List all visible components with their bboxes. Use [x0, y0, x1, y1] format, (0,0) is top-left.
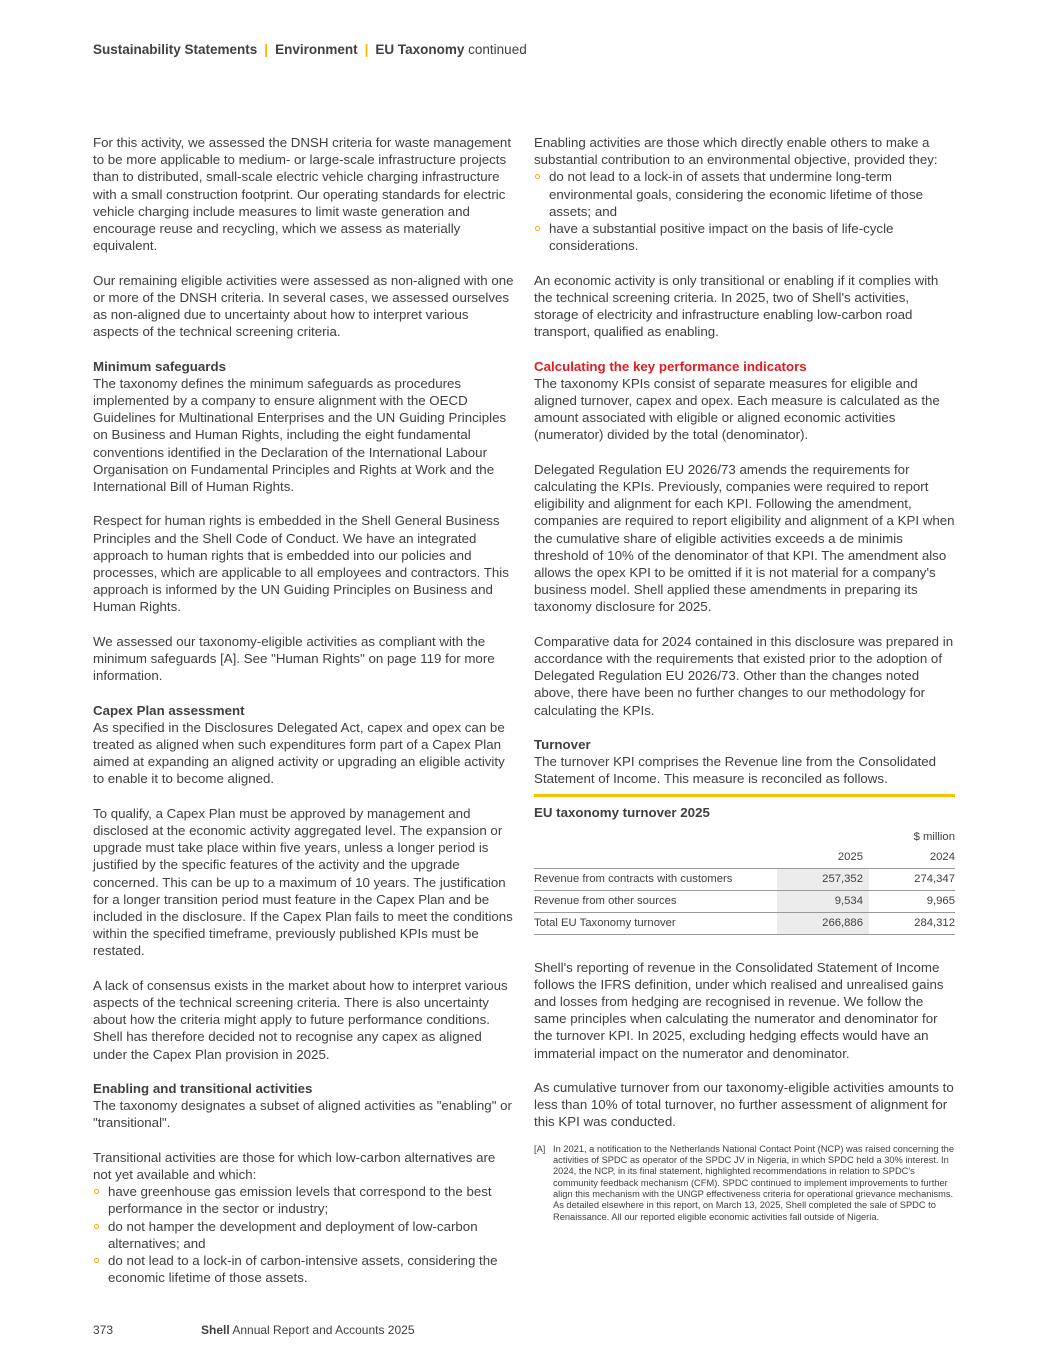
- right-column: [534, 134, 955, 1223]
- cell-2024: 9,965: [869, 890, 955, 912]
- paragraph: Comparative data for 2024 contained in this disclosure was prepared in accordance with the requirements that existed prior to the adoption of Delegated Regulation EU 2026/73. Other than the changes noted above, there have been no further changes to our methodology for calculating the KPIs.: [534, 633, 954, 718]
- column-header-2024: 2024: [929, 851, 955, 864]
- paragraph: To qualify, a Capex Plan must be approved by management and disclosed at the economic activity aggregated level. The expansion or upgrade must take place within five years, unless a longer period is justified by the specific features of the activity and the upgrade concerned. This can be up to a maximum of 10 years. The justification for a longer transition period must feature in the Capex Plan and be included in the disclosure. If the Capex Plan fails to meet the conditions within the specified timeframe, previously published KPIs must be restated.: [93, 805, 513, 959]
- paragraph: Enabling activities are those which directly enable others to make a substantial contribution to an environmental objective, provided they:: [534, 135, 938, 168]
- paragraph: Transitional activities are those for which low-carbon alternatives are not yet available and which:: [93, 1149, 496, 1183]
- paragraph: An economic activity is only transitional or enabling if it complies with the technical screening criteria. In 2025, two of Shell's activities, storage of electricity and infrastructure enabling low-carbon road transport, qualified as enabling.: [534, 272, 939, 340]
- footer-title: Annual Report and Accounts 2025: [232, 1323, 415, 1337]
- table-row: [534, 890, 955, 912]
- row-label: Total EU Taxonomy turnover: [534, 912, 777, 934]
- list-item: have a substantial positive impact on the basis of life-cycle considerations.: [534, 220, 955, 254]
- list-item: do not lead to a lock-in of carbon-intensive assets, considering the economic lifetime of those assets.: [93, 1252, 515, 1286]
- table-unit: $ million: [913, 831, 955, 844]
- paragraph: The taxonomy KPIs consist of separate measures for eligible and aligned turnover, capex and opex. Each measure is calculated as the amount associated with eligible or aligned economic activities (numerator) divided by the total (denominator).: [534, 375, 940, 443]
- breadcrumb-continued: continued: [468, 42, 527, 57]
- paragraph: The turnover KPI comprises the Revenue line from the Consolidated Statement of Income. This measure is reconciled as follows.: [534, 754, 937, 787]
- paragraph: Shell's reporting of revenue in the Consolidated Statement of Income follows the IFRS definition, under which realised and unrealised gains and losses from hedging are recognised in revenue. We follow the same principles when calculating the numerator and denominator for the turnover KPI. In 2025, excluding hedging effects would have an immaterial impact on the numerator and denominator.: [534, 959, 944, 1061]
- bullet-icon: [94, 1189, 99, 1194]
- turnover-table: [534, 828, 955, 935]
- table-header-row: [534, 848, 955, 869]
- section-heading-turnover: Turnover: [534, 737, 591, 753]
- paragraph: Our remaining eligible activities were assessed as non-aligned with one or more of the DNSH criteria. In several cases, we assessed ourselves as non-aligned due to uncertainty about how to interpret various aspects of the technical screening criteria.: [93, 272, 514, 340]
- paragraph: As cumulative turnover from our taxonomy-eligible activities amounts to less than 10% of total turnover, no further assessment of alignment for this KPI was conducted.: [534, 1080, 954, 1130]
- table-row: [534, 912, 955, 934]
- page-number: 373: [93, 1323, 114, 1337]
- paragraph: Delegated Regulation EU 2026/73 amends the requirements for calculating the KPIs. Previously, companies were required to report eligibility and alignment for each KPI. Following the amendment, companies are required to report eligibility and alignment of a KPI when the cumulative share of eligible activities exceeds a de minimis threshold of 10% of the denominator of that KPI. The amendment also allows the opex KPI to be omitted if it is not material for a company's business model. Shell applied these amendments in preparing its taxonomy disclosure for 2025.: [534, 461, 955, 615]
- turnover-table-block: [534, 794, 955, 935]
- section-heading-kpis: Calculating the key performance indicators: [534, 358, 807, 374]
- breadcrumb-separator: |: [264, 42, 269, 57]
- section-heading-minimum-safeguards: Minimum safeguards: [93, 358, 226, 374]
- cell-2024: 274,347: [869, 868, 955, 890]
- footer-brand: Shell: [201, 1323, 230, 1337]
- breadcrumb-sustainability: Sustainability Statements: [93, 42, 258, 57]
- footnote-mark: [A]: [534, 1143, 546, 1154]
- table-unit-row: [534, 828, 955, 848]
- breadcrumb-separator: |: [364, 42, 369, 57]
- breadcrumb-environment: Environment: [275, 42, 358, 57]
- paragraph: The taxonomy defines the minimum safeguards as procedures implemented by a company to ensure alignment with the OECD Guidelines for Multinational Enterprises and the UN Guiding Principles on Business and Human Rights, including the eight fundamental conventions identified in the Declaration of the International Labour Organisation on Fundamental Principles and Rights at Work and the International Bill of Human Rights.: [93, 375, 507, 495]
- paragraph: Respect for human rights is embedded in the Shell General Business Principles and the Shell Code of Conduct. We have an integrated approach to human rights that is embedded into our policies and processes, which are applicable to all employees and contractors. This approach is informed by the UN Guiding Principles on Business and Human Rights.: [93, 513, 509, 615]
- paragraph: For this activity, we assessed the DNSH criteria for waste management to be more applicable to medium- or large-scale infrastructure projects than to distributed, small-scale electric vehicle charging infrastructure with a small construction footprint. Our operating standards for electric vehicle charging include measures to limit waste generation and encourage reuse and recycling, which we assess as materially equivalent.: [93, 135, 512, 254]
- list-item: have greenhouse gas emission levels that correspond to the best performance in the sector or industry;: [93, 1183, 515, 1217]
- paragraph: A lack of consensus exists in the market about how to interpret various aspects of the technical screening criteria. There is also uncertainty about how the criteria might apply to future performance conditions. Shell has therefore decided not to recognise any capex as aligned under the Capex Plan provision in 2025.: [93, 977, 508, 1062]
- cell-2025: 257,352: [777, 868, 869, 890]
- paragraph: As specified in the Disclosures Delegated Act, capex and opex can be treated as aligned when such expenditures form part of a Capex Plan aimed at expanding an aligned activity or upgrading an eligible activity to enable it to become aligned.: [93, 719, 505, 787]
- breadcrumb-eu-taxonomy: EU Taxonomy: [375, 42, 465, 57]
- breadcrumb: [93, 42, 527, 57]
- table-row: [534, 868, 955, 890]
- row-label: Revenue from contracts with customers: [534, 868, 777, 890]
- cell-2024: 284,312: [869, 912, 955, 934]
- cell-2025: 9,534: [777, 890, 869, 912]
- bullet-icon: [94, 1258, 99, 1263]
- footnote-text: In 2021, a notification to the Netherlands National Contact Point (NCP) was raised concerning the activities of SPDC as operator of the SPDC JV in Nigeria, in which SPDC held a 30% interest. In 2024, the NCP, in its final statement, highlighted recommendations in relation to SPDC's community feedback mechanism (CFM). SPDC continued to implement improvements to further align this mechanism with the UNGP effectiveness criteria for operational grievance mechanisms. As detailed elsewhere in this report, on March 13, 2025, Shell completed the sale of SPDC to Renaissance. All our reported eligible economic activities fall outside of Nigeria.: [553, 1143, 955, 1222]
- list-item: do not lead to a lock-in of assets that undermine long-term environmental goals, considering the economic lifetime of those assets; and: [534, 168, 955, 220]
- enabling-criteria-list: [534, 168, 955, 254]
- row-label: Revenue from other sources: [534, 890, 777, 912]
- section-heading-capex-plan: Capex Plan assessment: [93, 702, 245, 718]
- list-item: do not hamper the development and deployment of low-carbon alternatives; and: [93, 1218, 515, 1252]
- cell-2025: 266,886: [777, 912, 869, 934]
- bullet-icon: [535, 226, 540, 231]
- column-header-2025: 2025: [837, 851, 863, 864]
- bullet-icon: [535, 174, 540, 179]
- bullet-icon: [94, 1224, 99, 1229]
- transitional-criteria-list: [93, 1183, 515, 1286]
- section-heading-enabling-transitional: Enabling and transitional activities: [93, 1081, 313, 1097]
- paragraph: We assessed our taxonomy-eligible activities as compliant with the minimum safeguards [A]. See "Human Rights" on page 119 for more information.: [93, 633, 495, 684]
- footnote: [534, 1144, 955, 1223]
- table-title: EU taxonomy turnover 2025: [534, 804, 710, 820]
- paragraph: The taxonomy designates a subset of aligned activities as "enabling" or "transitional".: [93, 1098, 512, 1131]
- left-column: [93, 134, 515, 1286]
- page-footer: [93, 1323, 415, 1337]
